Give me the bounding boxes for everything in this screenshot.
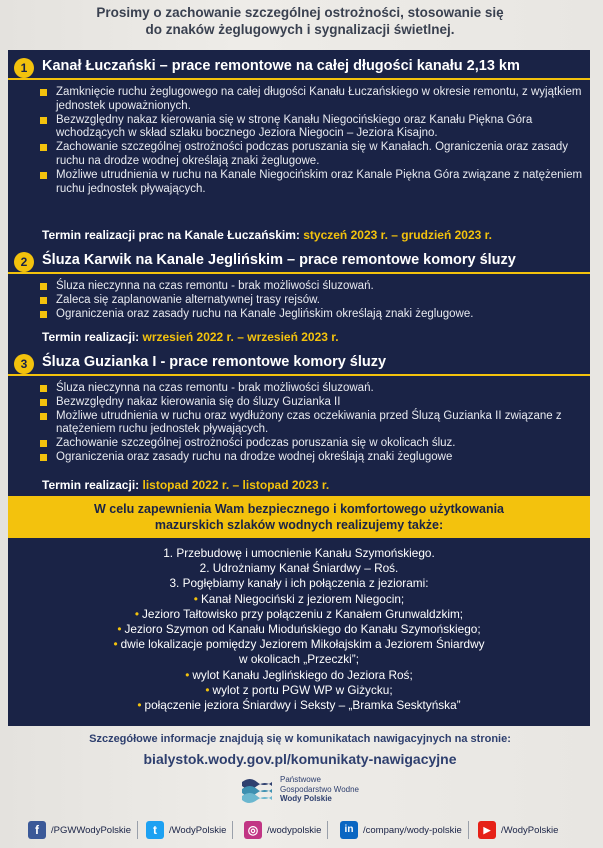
section-3-term-label: Termin realizacji: bbox=[42, 478, 140, 492]
project-subitem-continued: w okolicach „Przeczki”; bbox=[239, 652, 359, 667]
section-1-number-badge: 1 bbox=[14, 58, 34, 78]
list-item: Możliwe utrudnienia w ruchu oraz wydłużony czas oczekiwania przed Śluzą Guzianka II związane z natężeniem ruchu jednostek pływających. bbox=[40, 410, 588, 438]
project-subitem: • Kanał Niegociński z jeziorem Niegocin; bbox=[193, 591, 405, 606]
section-2-bullet-list bbox=[40, 280, 588, 321]
section-1-bullet-list bbox=[40, 86, 588, 196]
divider bbox=[327, 821, 328, 839]
project-item-3: 3. Pogłębiamy kanały i ich połączenia z jeziorami: bbox=[169, 576, 429, 591]
social-twitter[interactable] bbox=[146, 818, 233, 842]
facebook-icon: f bbox=[28, 821, 46, 839]
social-youtube-label: /WodyPolskie bbox=[501, 824, 559, 836]
project-item-2: 2. Udrożniamy Kanał Śniardwy – Roś. bbox=[199, 561, 399, 576]
info-url-link[interactable]: bialystok.wody.gov.pl/komunikaty-nawigacyjne bbox=[143, 751, 457, 767]
project-item-1: 1. Przebudowę i umocnienie Kanału Szymońskiego. bbox=[163, 546, 435, 560]
bullet-dot-icon: • bbox=[205, 682, 210, 697]
list-item: Zachowanie szczególnej ostrożności podczas poruszania się w okolicach śluz. bbox=[40, 437, 588, 451]
section-3-term bbox=[42, 478, 329, 492]
list-item: Ograniczenia oraz zasady ruchu na drodze wodnej określają znaki żeglugowe bbox=[40, 451, 588, 465]
twitter-icon: t bbox=[146, 821, 164, 839]
list-item: Zaleca się zaplanowanie alternatywnej trasy rejsów. bbox=[40, 294, 588, 308]
linkedin-icon: in bbox=[340, 821, 358, 839]
project-subitem: • wylot Kanału Jeglińskiego do Jeziora Roś; bbox=[185, 667, 413, 682]
projects-panel bbox=[8, 538, 590, 726]
section-1-title: Kanał Łuczański – prace remontowe na całej długości kanału 2,13 km bbox=[42, 58, 520, 74]
project-subitem: • Jezioro Tałtowisko przy połączeniu z Kanałem Grunwaldzkim; bbox=[134, 606, 464, 621]
section-1-term bbox=[42, 228, 492, 242]
logo-line-2: Gospodarstwo Wodne bbox=[280, 784, 360, 794]
logo-line-1: Państwowe bbox=[280, 775, 321, 784]
social-youtube[interactable] bbox=[478, 818, 558, 842]
section-1-term-label: Termin realizacji prac na Kanale Łuczańskim: bbox=[42, 228, 300, 242]
section-2-term-date: wrzesień 2022 r. – wrzesień 2023 r. bbox=[142, 330, 339, 344]
youtube-icon: ▶ bbox=[478, 821, 496, 839]
section-3-term-date: listopad 2022 r. – listopad 2023 r. bbox=[142, 478, 330, 492]
bullet-dot-icon: • bbox=[137, 698, 142, 713]
section-2-term bbox=[42, 330, 339, 344]
social-twitter-label: /WodyPolskie bbox=[169, 824, 227, 836]
list-item: Bezwzględny nakaz kierowania się do śluzy Guzianka II bbox=[40, 396, 588, 410]
section-3-header bbox=[8, 352, 590, 376]
social-facebook[interactable] bbox=[28, 818, 138, 842]
works-panel bbox=[8, 50, 590, 496]
social-linkedin[interactable] bbox=[340, 818, 469, 842]
wave-logo-icon bbox=[240, 774, 274, 804]
social-linkedin-label: /company/wody-polskie bbox=[363, 824, 462, 836]
list-item: Możliwe utrudnienia w ruchu na Kanale Niegocińskim oraz Kanale Piękna Góra związane z natężeniem ruchu jednostek pływających. bbox=[40, 169, 588, 197]
instagram-icon: ◎ bbox=[244, 821, 262, 839]
bullet-dot-icon: • bbox=[193, 591, 198, 606]
project-subitem: • Jezioro Szymon od Kanału Mioduńskiego do Kanału Szymońskiego; bbox=[117, 622, 481, 637]
list-item: Zamknięcie ruchu żeglugowego na całej długości Kanału Łuczańskiego w okresie remontu, z wyjątkiem jednostek upoważnionych. bbox=[40, 86, 588, 114]
list-item: Zachowanie szczególnej ostrożności podczas poruszania się w Kanałach. Ograniczenia oraz zasady ruchu na drodze wodnej określają znaki żeglugowe. bbox=[40, 141, 588, 169]
social-footer bbox=[28, 818, 588, 842]
bullet-dot-icon: • bbox=[185, 667, 190, 682]
section-2-header bbox=[8, 250, 590, 274]
divider bbox=[468, 821, 469, 839]
list-item: Śluza nieczynna na czas remontu - brak możliwości śluzowań. bbox=[40, 382, 588, 396]
section-1-header bbox=[8, 56, 590, 80]
social-instagram[interactable] bbox=[244, 818, 328, 842]
bullet-dot-icon: • bbox=[134, 606, 140, 621]
section-2-term-label: Termin realizacji: bbox=[42, 330, 140, 344]
project-subitem: • dwie lokalizacje pomiędzy Jeziorem Mikołajskim a Jeziorem Śniardwy bbox=[113, 637, 485, 652]
list-item: Śluza nieczynna na czas remontu - brak możliwości śluzowań. bbox=[40, 280, 588, 294]
divider bbox=[232, 821, 233, 839]
section-3-number-badge: 3 bbox=[14, 354, 34, 374]
social-facebook-label: /PGWWodyPolskie bbox=[51, 824, 132, 836]
top-note-line-1: Prosimy o zachowanie szczególnej ostrożności, stosowanie się bbox=[96, 5, 504, 20]
section-1-term-date: styczeń 2023 r. – grudzień 2023 r. bbox=[303, 228, 493, 242]
section-2-number-badge: 2 bbox=[14, 252, 34, 272]
social-instagram-label: /wodypolskie bbox=[267, 824, 322, 836]
projects-intro-band bbox=[8, 496, 590, 538]
top-note bbox=[60, 4, 540, 38]
section-2-title: Śluza Karwik na Kanale Jeglińskim – prace remontowe komory śluzy bbox=[42, 252, 516, 268]
project-subitem: • wylot z portu PGW WP w Giżycku; bbox=[205, 682, 393, 697]
project-subitem: • połączenie jeziora Śniardwy i Seksty – „Bramka Sesktyńska” bbox=[137, 698, 461, 713]
divider bbox=[137, 821, 138, 839]
list-item: Ograniczenia oraz zasady ruchu na Kanale Jeglińskim określają znaki żeglugowe. bbox=[40, 308, 588, 322]
bullet-dot-icon: • bbox=[113, 637, 118, 652]
section-3-title: Śluza Guzianka I - prace remontowe komory śluzy bbox=[42, 354, 387, 370]
band-line-2: mazurskich szlaków wodnych realizujemy także: bbox=[154, 518, 444, 532]
top-note-line-2: do znaków żeglugowych i sygnalizacji świetlnej. bbox=[145, 22, 455, 37]
bullet-dot-icon: • bbox=[117, 622, 122, 637]
wody-polskie-logo bbox=[240, 772, 380, 808]
section-3-bullet-list bbox=[40, 382, 588, 465]
logo-line-3: Wody Polskie bbox=[280, 794, 332, 803]
list-item: Bezwzględny nakaz kierowania się w stronę Kanału Niegocińskiego oraz Kanału Piękna Góra wchodzących w skład szlaku bocznego Jeziora Niegocin – Jeziora Kisajno. bbox=[40, 114, 588, 142]
info-text: Szczegółowe informacje znajdują się w komunikatach nawigacyjnych na stronie: bbox=[89, 733, 511, 745]
band-line-1: W celu zapewnienia Wam bezpiecznego i komfortowego użytkowania bbox=[93, 502, 505, 516]
